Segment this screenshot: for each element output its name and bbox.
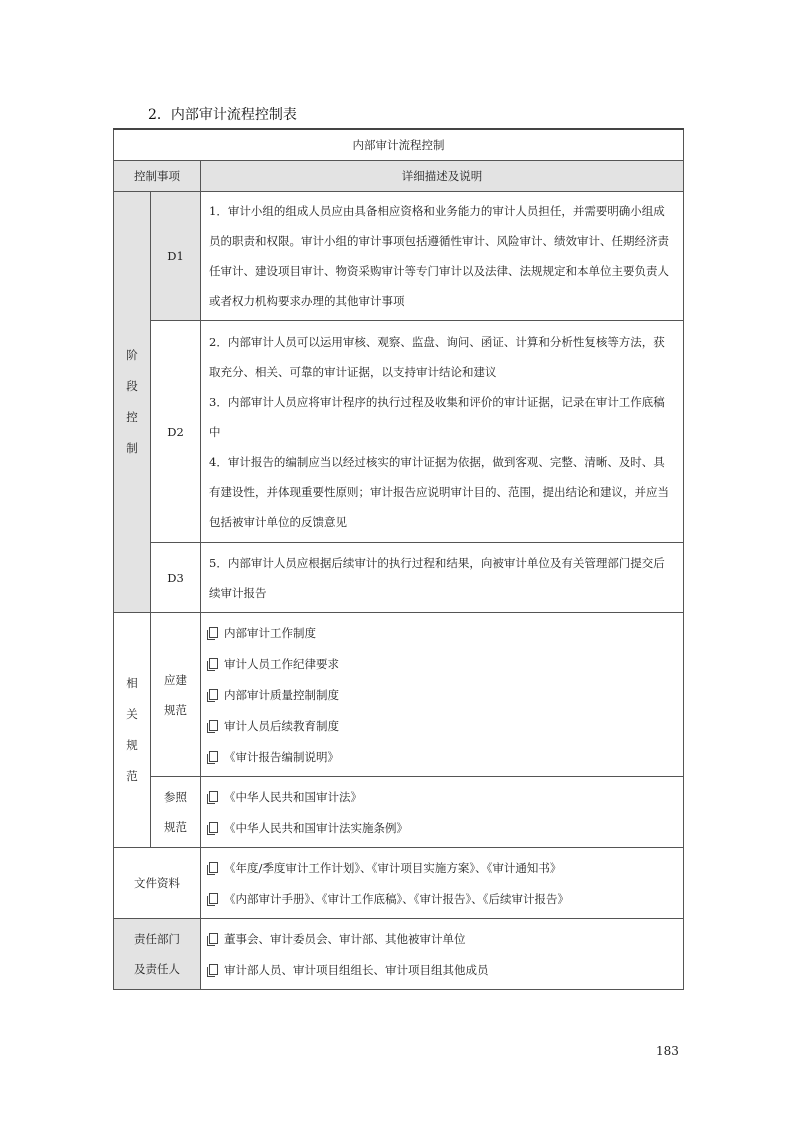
document-icon bbox=[209, 720, 218, 731]
reference-norms-list bbox=[201, 777, 684, 848]
list-item: 审计人员后续教育制度 bbox=[209, 710, 675, 741]
stage-d3-description bbox=[201, 543, 684, 613]
category-label-line: 应建 bbox=[164, 672, 187, 687]
list-item: 《内部审计手册》、《审计工作底稿》、《审计报告》、《后续审计报告》 bbox=[209, 883, 675, 914]
d2-item: 4．审计报告的编制应当以经过核实的审计证据为依据，做到客观、完整、清晰、及时、具有建设性，并体现重要性原则；审计报告应说明审计目的、范围，提出结论和建议，并应当包括被审计单位的反馈意见 bbox=[209, 454, 669, 529]
d3-text: 5．内部审计人员应根据后续审计的执行过程和结果，向被审计单位及有关管理部门提交后续审计报告 bbox=[209, 555, 665, 600]
documents-list bbox=[201, 848, 684, 919]
stage-label-char: 阶 bbox=[126, 348, 138, 362]
list-item: 内部审计工作制度 bbox=[209, 617, 675, 648]
d2-item: 3．内部审计人员应将审计程序的执行过程及收集和评价的审计证据，记录在审计工作底稿中 bbox=[209, 394, 665, 439]
list-item: 《中华人民共和国审计法》 bbox=[209, 781, 675, 812]
d1-text: 1．审计小组的组成人员应由具备相应资格和业务能力的审计人员担任，并需要明确小组成员的职责和权限。审计小组的审计事项包括遵循性审计、风险审计、绩效审计、任期经济责任审计、建设项目审计、物资采购审计等专门审计以及法律、法规规定和本单位主要负责人或者权力机构要求办理的其他审计事项 bbox=[209, 204, 669, 308]
stage-label-char: 制 bbox=[126, 441, 138, 455]
reference-norms-label bbox=[151, 777, 201, 848]
documents-label: 文件资料 bbox=[114, 848, 201, 919]
list-item: 《审计报告编制说明》 bbox=[209, 741, 675, 772]
related-norms-label bbox=[114, 613, 151, 848]
list-item: 审计人员工作纪律要求 bbox=[209, 648, 675, 679]
list-item: 内部审计质量控制制度 bbox=[209, 679, 675, 710]
norms-label-char: 关 bbox=[126, 707, 138, 721]
document-icon bbox=[209, 893, 218, 904]
norms-label-char: 相 bbox=[126, 676, 138, 690]
document-icon bbox=[209, 791, 218, 802]
stage-label-char: 控 bbox=[126, 410, 138, 424]
responsibility-label bbox=[114, 919, 201, 990]
category-label-line: 责任部门 bbox=[134, 932, 180, 946]
category-label-line: 及责任人 bbox=[134, 962, 180, 976]
norms-label-char: 范 bbox=[126, 769, 138, 783]
stage-code-d3: D3 bbox=[151, 543, 201, 613]
audit-process-control-table bbox=[113, 128, 684, 990]
category-label-line: 规范 bbox=[164, 702, 187, 717]
list-item: 董事会、审计委员会、审计部、其他被审计单位 bbox=[209, 923, 675, 954]
document-icon bbox=[209, 933, 218, 944]
header-description: 详细描述及说明 bbox=[201, 161, 684, 192]
category-label-line: 规范 bbox=[164, 820, 187, 834]
stage-control-label bbox=[114, 192, 151, 613]
header-control-items: 控制事项 bbox=[114, 161, 201, 192]
list-item: 《年度/季度审计工作计划》、《审计项目实施方案》、《审计通知书》 bbox=[209, 852, 675, 883]
list-item: 《中华人民共和国审计法实施条例》 bbox=[209, 812, 675, 843]
should-build-norms-list bbox=[201, 613, 684, 777]
page-number: 183 bbox=[656, 1044, 679, 1058]
stage-code-d1: D1 bbox=[151, 192, 201, 321]
stage-d1-description bbox=[201, 192, 684, 321]
section-heading: 2．内部审计流程控制表 bbox=[148, 107, 297, 123]
document-icon bbox=[209, 964, 218, 975]
norms-label-char: 规 bbox=[126, 738, 138, 752]
document-icon bbox=[209, 658, 218, 669]
table-title: 内部审计流程控制 bbox=[114, 129, 684, 161]
stage-d2-description bbox=[201, 321, 684, 543]
category-label-line: 参照 bbox=[164, 790, 187, 804]
document-icon bbox=[209, 627, 218, 638]
document-icon bbox=[209, 689, 218, 700]
document-icon bbox=[209, 862, 218, 873]
responsibility-list bbox=[201, 919, 684, 990]
d2-item: 2．内部审计人员可以运用审核、观察、监盘、询问、函证、计算和分析性复核等方法，获取充分、相关、可靠的审计证据，以支持审计结论和建议 bbox=[209, 334, 665, 379]
document-icon bbox=[209, 751, 218, 762]
should-build-norms-label bbox=[151, 613, 201, 777]
document-icon bbox=[209, 822, 218, 833]
stage-code-d2: D2 bbox=[151, 321, 201, 543]
stage-label-char: 段 bbox=[126, 379, 138, 393]
list-item: 审计部人员、审计项目组组长、审计项目组其他成员 bbox=[209, 954, 675, 985]
